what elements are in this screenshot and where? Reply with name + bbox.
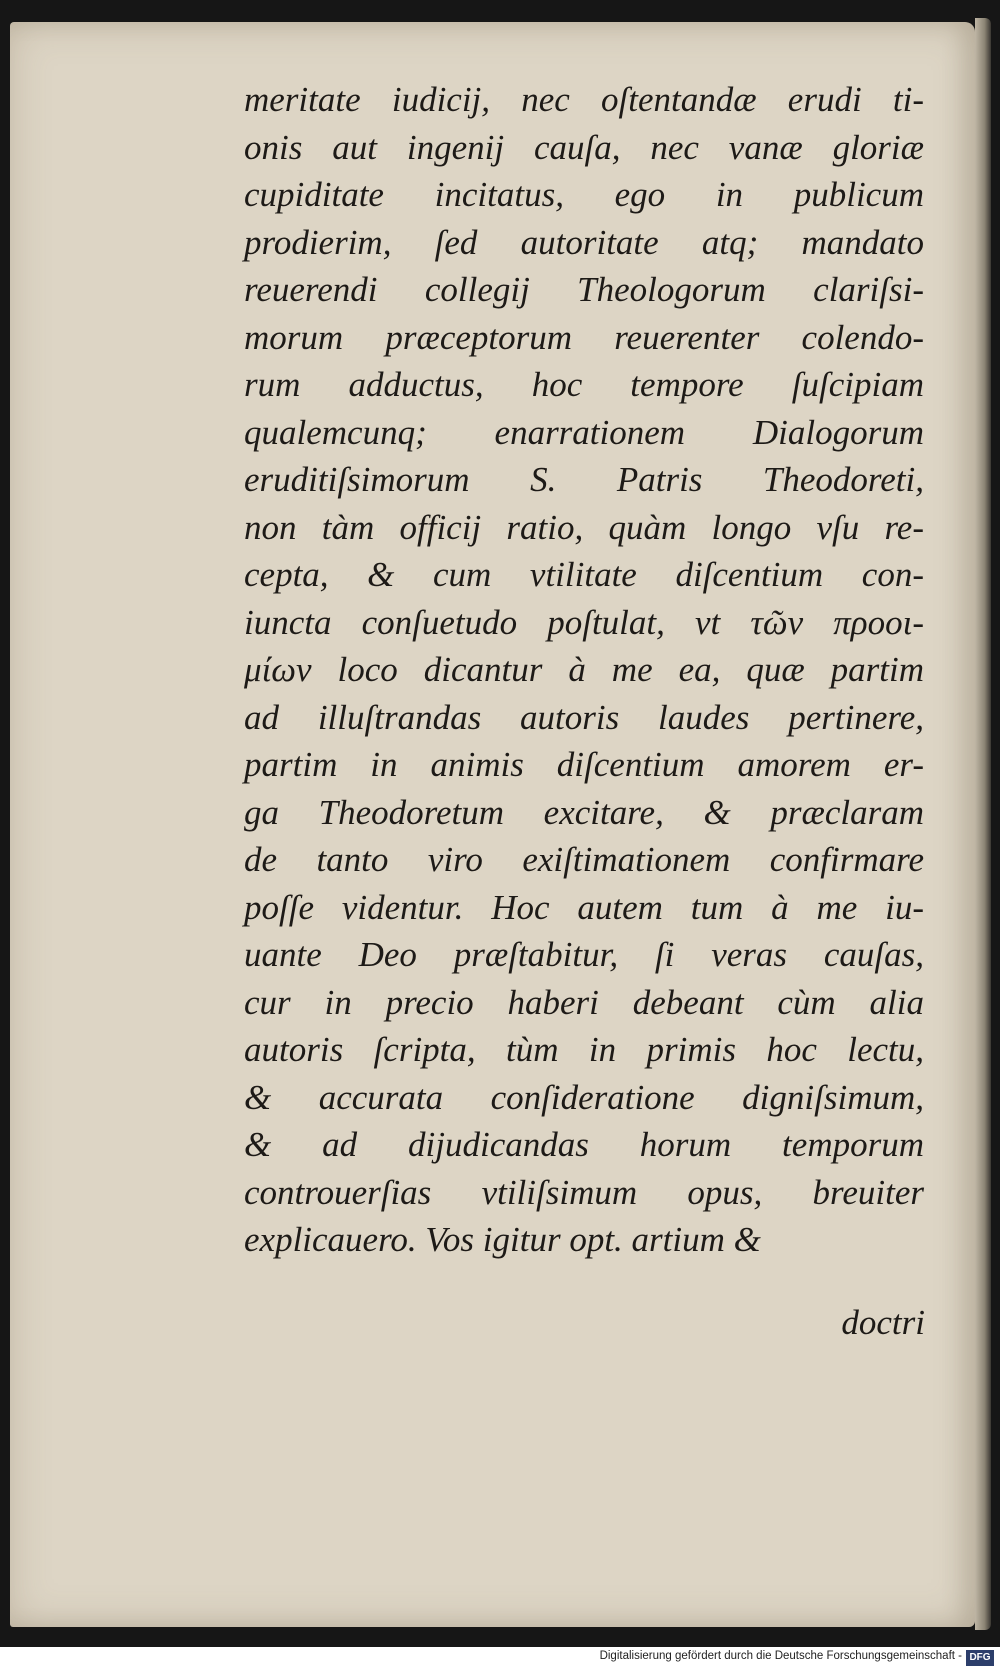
footer-credit: Digitalisierung gefördert durch die Deutsche Forschungsgemeinschaft - xyxy=(599,1650,962,1662)
text-line-8: qualemcunq; enarrationem Dialogorum xyxy=(244,412,924,452)
text-line-5: reuerendi collegij Theologorum clariſsi- xyxy=(244,270,924,309)
text-line-23: & ad dijudicandas horum temporum xyxy=(244,1125,924,1164)
text-line-18: poſſe videntur. Hoc autem tum à me iu- xyxy=(244,887,924,927)
text-line-16: ga Theodoretum excitare, & præclaram xyxy=(244,792,924,832)
text-line-1: meritate iudicij, nec oſtentandæ erudi ti- xyxy=(244,80,924,119)
text-line-3: cupiditate incitatus, ego in publicum xyxy=(244,175,924,214)
text-line-9: eruditiſsimorum S. Patris Theodoreti, xyxy=(244,460,924,499)
text-line-25: explicauero. Vos igitur opt. artium & xyxy=(244,1220,761,1259)
text-line-6: morum præceptorum reuerenter colendo- xyxy=(244,317,924,357)
text-line-7: rum adductus, hoc tempore ſuſcipiam xyxy=(244,365,924,404)
text-line-24: controuerſias vtiliſsimum opus, breuiter xyxy=(244,1172,924,1212)
catchword: doctri xyxy=(841,1303,925,1342)
text-line-4: prodierim, ſed autoritate atq; mandato xyxy=(244,222,924,262)
text-line-19: uante Deo præſtabitur, ſi veras cauſas, xyxy=(244,935,924,974)
text-line-2: onis aut ingenij cauſa, nec vanæ gloriæ xyxy=(244,127,924,167)
dfg-logo: DFG xyxy=(966,1650,994,1666)
text-line-12: iuncta conſuetudo poſtulat, vt τῶν προοι- xyxy=(244,602,924,642)
text-line-11: cepta, & cum vtilitate diſcentium con- xyxy=(244,555,924,594)
text-line-14: ad illuſtrandas autoris laudes pertinere, xyxy=(244,697,924,737)
text-line-15: partim in animis diſcentium amorem er- xyxy=(244,745,924,784)
text-line-21: autoris ſcripta, tùm in primis hoc lectu, xyxy=(244,1030,924,1069)
page-edge xyxy=(975,18,991,1630)
text-line-20: cur in precio haberi debeant cùm alia xyxy=(244,982,924,1022)
footer-bar xyxy=(0,1647,1000,1670)
text-line-22: & accurata conſideratione digniſsimum, xyxy=(244,1077,924,1117)
text-line-17: de tanto viro exiſtimationem confirmare xyxy=(244,840,924,879)
body-text xyxy=(244,76,924,1264)
text-line-10: non tàm officij ratio, quàm longo vſu re- xyxy=(244,507,924,547)
text-line-13: μίων loco dicantur à me ea, quæ partim xyxy=(244,650,924,689)
